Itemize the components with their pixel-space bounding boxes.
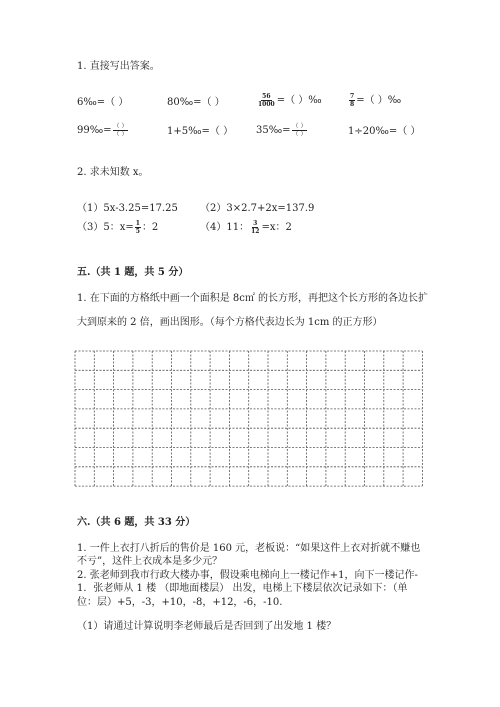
fraction: $\frac{3}{12}$ (251, 220, 260, 235)
eq-1: （1）5x-3.25=17.25 (77, 203, 178, 214)
eq-3: （3）5：x= $\frac{1}{5}$ ：2 (77, 220, 159, 235)
q6-2-line1: 2. 张老师到我市行政大楼办事，假设乘电梯向上一楼记作+1，向下一楼记作- (77, 570, 418, 581)
section-5-heading: 五.（共 1 题，共 5 分） (77, 267, 189, 278)
section-5-para-line2: 大到原来的 2 倍，画出图形。（每个方格代表边长为 1cm 的正方形） (77, 317, 383, 328)
section-1-title: 1. 直接写出答案。 (77, 61, 160, 72)
fraction: $\frac{56}{1000}$ (258, 93, 275, 108)
q6-2-sub1: （1）请通过计算说明李老师最后是否回到了出发地 1 楼？ (77, 621, 337, 632)
q1-r2-b: 1+5‰=（ ） (167, 126, 234, 137)
fraction: $\frac{1}{5}$ (135, 220, 140, 235)
q1-r1-a: 6‰=（ ） (77, 97, 129, 108)
fraction: $\frac{( )}{( )}$ (113, 123, 128, 138)
q6-1-line2: 不亏”，这件上衣成本是多少元？ (77, 556, 223, 567)
q6-2-line2: 1．张老师从 1 楼 （即地面楼层） 出发，电梯上下楼层依次记录如下：（单 (77, 583, 408, 594)
eq-4: （4）11： $\frac{3}{12}$ =x：2 (200, 220, 292, 235)
q1-r2-d: 1÷20‰=（ ） (348, 126, 421, 137)
q1-r2-c: 35‰= $\frac{( )}{( )}$ (256, 123, 307, 138)
q1-r1-b: 80‰=（ ） (167, 97, 225, 108)
q6-2-line3: 位：层）+5，-3，+10，-8，+12，-6，-10. (77, 597, 283, 608)
q1-r2-a: 99‰= $\frac{( )}{( )}$ (77, 123, 128, 138)
section-6-heading: 六.（共 6 题，共 33 分） (77, 517, 196, 528)
q1-r1-c: $\frac{56}{1000}$ =（ ）‰ (258, 93, 322, 108)
grid-paper[interactable] (74, 350, 424, 495)
q6-1-line1: 1. 一件上衣打八折后的售价是 160 元，老板说：“如果这件上衣对折就不赚也 (77, 543, 421, 554)
q1-r1-d: $\frac{7}{8}$ =（ ）‰ (350, 93, 402, 108)
section-2-title: 2. 求未知数 x。 (77, 167, 149, 178)
grid-svg (74, 350, 424, 492)
fraction: $\frac{7}{8}$ (350, 93, 355, 108)
section-5-para-line1: 1. 在下面的方格纸中画一个面积是 8c㎡ 的长方形，再把这个长方形的各边长扩 (77, 293, 429, 304)
fraction: $\frac{( )}{( )}$ (292, 123, 307, 138)
eq-2: （2）3×2.7+2x=137.9 (200, 203, 315, 214)
